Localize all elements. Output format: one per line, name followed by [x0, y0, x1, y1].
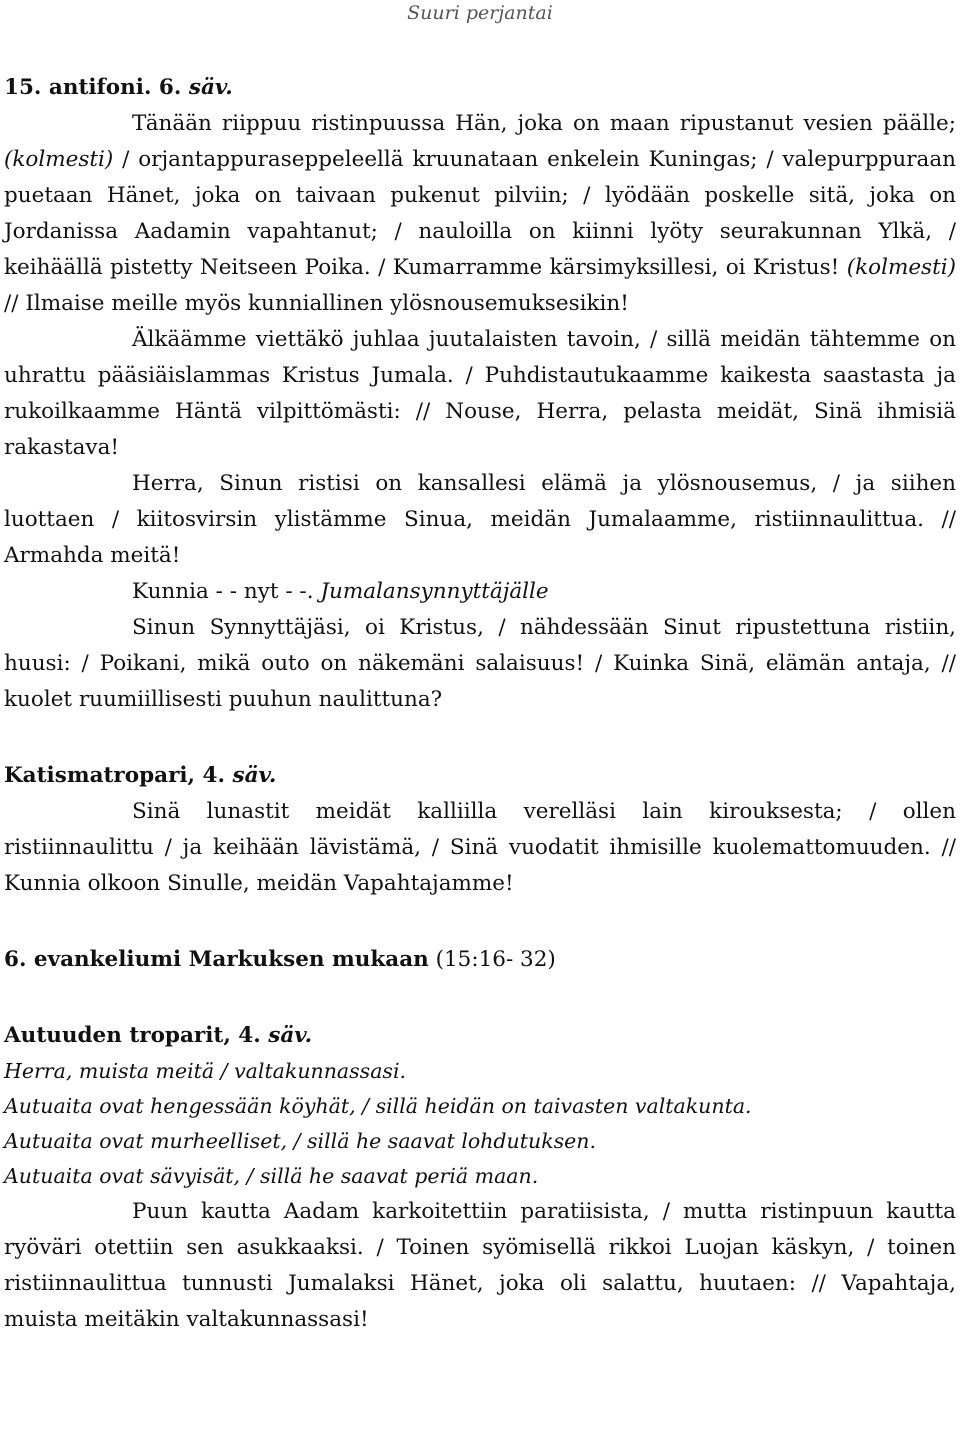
rubric-kolmesti: (kolmesti): [4, 147, 114, 172]
gospel-heading: [4, 942, 956, 978]
running-header: Suuri perjantai: [407, 2, 553, 24]
antifon-paragraph-5: Sinun Synnyttäjäsi, oi Kristus, / nähdessään Sinut ripustettuna ristiin, huusi: / Poikani, mikä outo on näkemäni salaisuus! / Kuinka Sinä, elämän antaja, // kuolet ruumiillisesti puuhun naulittuna?: [4, 615, 956, 712]
beatitudes-heading: [4, 1018, 956, 1054]
katismatropari-paragraph: Sinä lunastit meidät kalliilla verelläsi lain kirouksesta; / ollen ristiinnaulittu / ja keihään lävistämä, / Sinä vuodatit ihmisille kuolemattomuuden. // Kunnia olkoon Sinulle, meidän Vapahtajamme!: [4, 799, 956, 896]
beatitude-line: Autuaita ovat hengessään köyhät, / sillä heidän on taivasten valtakunta.: [4, 1094, 752, 1118]
antifon-heading-bold: 15. antifoni. 6.: [4, 75, 189, 100]
beatitudes-heading-tone: säv.: [268, 1023, 313, 1048]
antifon-p1-text-a: Tänään riippuu ristinpuussa Hän, joka on maan ripustanut vesien päälle;: [132, 111, 956, 136]
beatitude-line: Autuaita ovat sävyisät, / sillä he saavat periä maan.: [4, 1164, 539, 1188]
rubric-kolmesti: (kolmesti): [846, 255, 956, 280]
katismatropari-heading: [4, 758, 956, 794]
antifon-paragraph-2: Älkäämme viettäkö juhlaa juutalaisten tavoin, / sillä meidän tähtemme on uhrattu pääsiäislammas Kristus Jumala. / Puhdistautukaamme kaikesta saastasta ja rukoilkaamme Häntä vilpittömästi: // Nouse, Herra, pelasta meidät, Sinä ihmisiä rakastava!: [4, 327, 956, 460]
spacer: [4, 902, 956, 942]
gospel-reference: (15:16- 32): [428, 947, 556, 972]
antifon-paragraph-3: Herra, Sinun ristisi on kansallesi elämä ja ylösnousemus, / ja siihen luottaen / kiitosvirsin ylistämme Sinua, meidän Jumalaamme, ristiinnaulittua. // Armahda meitä!: [4, 471, 956, 568]
antifon-p1-text-c: // Ilmaise meille myös kunniallinen ylösnousemuksesikin!: [4, 291, 629, 316]
page-content: [4, 70, 956, 1338]
beatitude-line: Autuaita ovat murheelliset, / sillä he saavat lohdutuksen.: [4, 1129, 596, 1153]
rubric-theotokion: Jumalansynnyttäjälle: [320, 579, 549, 604]
spacer: [4, 718, 956, 758]
katismatropari-heading-tone: säv.: [232, 763, 277, 788]
katismatropari-heading-bold: Katismatropari, 4.: [4, 763, 233, 788]
gospel-heading-bold: 6. evankeliumi Markuksen mukaan: [4, 947, 429, 972]
antifon-paragraph-1: [4, 106, 956, 322]
antifon-heading: [4, 70, 956, 106]
spacer: [4, 978, 956, 1018]
antifon-heading-tone: säv.: [188, 75, 233, 100]
beatitudes-troparion: Puun kautta Aadam karkoitettiin paratiisista, / mutta ristinpuun kautta ryöväri otettiin sen asukkaaksi. / Toinen syömisellä rikkoi Luojan käskyn, / toinen ristiinnaulittua tunnusti Jumalaksi Hänet, joka oli salattu, huutaen: // Vapahtaja, muista meitäkin valtakunnassasi!: [4, 1199, 956, 1332]
antifon-glory-line: [4, 574, 956, 610]
glory-text: Kunnia - - nyt - -.: [132, 579, 321, 604]
beatitude-line: Herra, muista meitä / valtakunnassasi.: [4, 1059, 407, 1083]
antifon-p1-text-b: / orjantappuraseppeleellä kruunataan enkelein Kuningas; / valepurppuraan puetaan Hänet, joka on taivaan pukenut pilviin; / lyödään poskelle sitä, joka on Jordanissa Aadamin vapahtanut; / nauloilla on kiinni lyöty seurakunnan Ylkä, / keihäällä pistetty Neitseen Poika. / Kumarramme kärsimyksillesi, oi Kristus!: [4, 147, 956, 280]
beatitudes-heading-bold: Autuuden troparit, 4.: [4, 1023, 269, 1048]
